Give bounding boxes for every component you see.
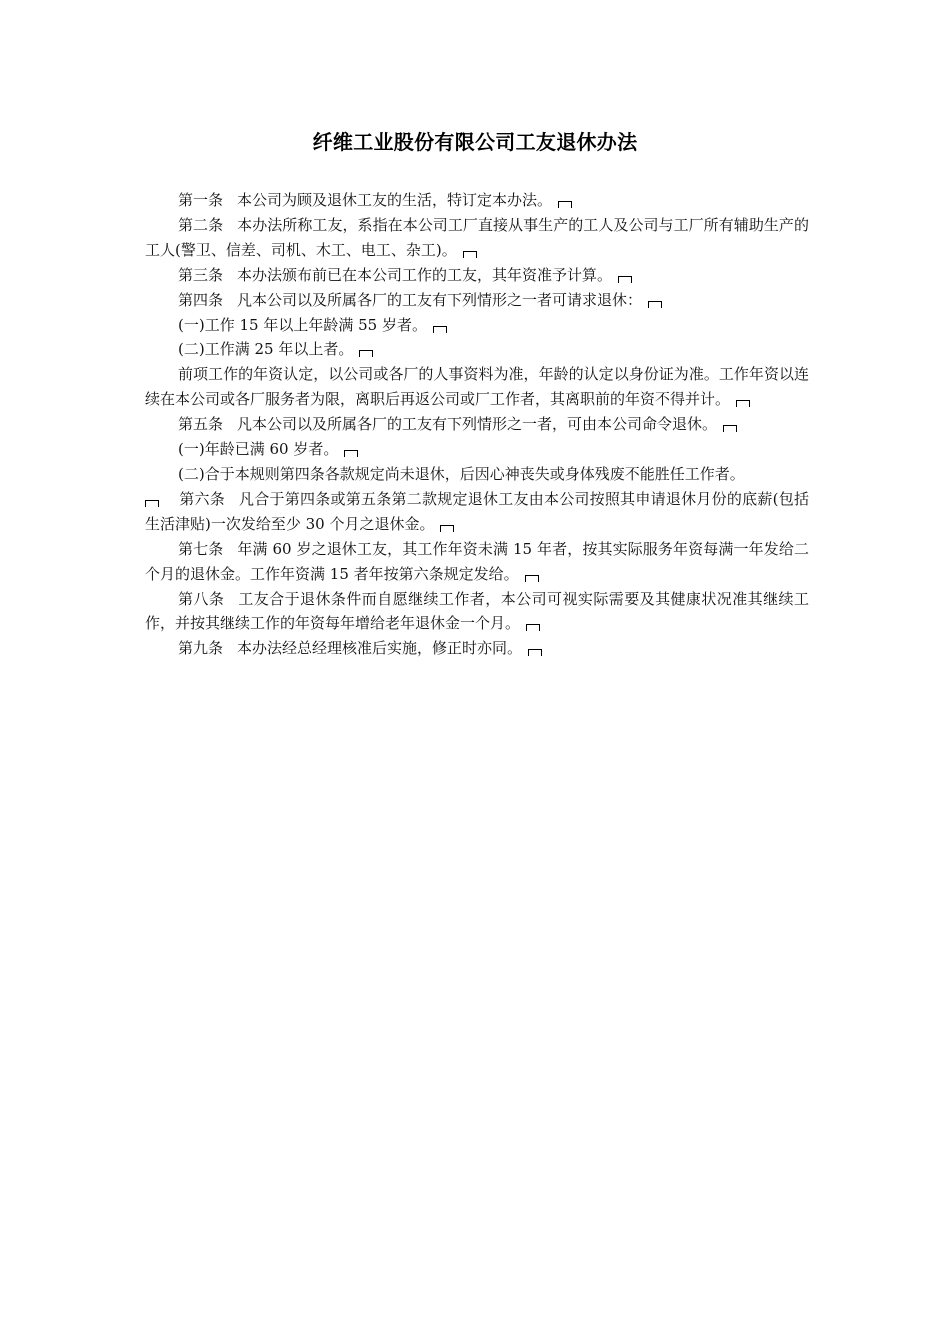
article-number: 第七条 [178,539,224,558]
item-text: (二)工作满 25 年以上者。 [178,340,354,359]
paragraph-mark-icon [736,400,750,407]
paragraph-mark-icon [648,301,662,308]
paragraph-mark-icon [723,425,737,432]
article-text: 工友合于退休条件而自愿继续工作者，本公司可视实际需要及其健康状况准其继续工作，并按其继续工作的年资每年增给老年退休金一个月。 [145,589,809,633]
document-body [145,188,809,661]
note-text: 前项工作的年资认定，以公司或各厂的人事资料为准，年龄的认定以身份证为准。工作年资以连续在本公司或各厂服务者为限，离职后再返公司或厂工作者，其离职前的年资不得并计。 [145,365,809,409]
article-text: 年满 60 岁之退休工友，其工作年资未满 15 年者，按其实际服务年资每满一年发给二个月的退休金。工作年资满 15 者年按第六条规定发给。 [145,539,809,583]
article-number: 第一条 [178,191,224,209]
paragraph-mark-icon [618,276,632,283]
article-text: 凡本公司以及所属各厂的工友有下列情形之一者可请求退休： [237,290,643,309]
article-text: 凡本公司以及所属各厂的工友有下列情形之一者，可由本公司命令退休。 [237,415,718,434]
paragraph-mark-icon [440,525,454,532]
article-5-item-2 [145,462,809,487]
article-number: 第六条 [179,489,225,508]
article-text: 本办法经总经理核准后实施，修正时亦同。 [237,639,523,658]
article-6 [145,487,809,537]
article-text: 本办法颁布前已在本公司工作的工友，其年资准予计算。 [237,265,613,284]
article-4 [145,288,809,313]
paragraph-mark-icon [558,201,572,208]
paragraph-mark-icon [525,575,539,582]
article-text: 本公司为顾及退休工友的生活，特订定本办法。 [237,191,553,209]
paragraph-mark-icon [526,624,540,631]
document-title: 纤维工业股份有限公司工友退休办法 [312,130,638,154]
article-5-item-1 [145,437,809,462]
article-4-item-2 [145,337,809,362]
paragraph-mark-icon [528,649,542,656]
item-text: (一)年龄已满 60 岁者。 [178,440,339,459]
article-4-note [145,362,809,412]
item-text: (二)合于本规则第四条各款规定尚未退休，后因心神丧失或身体残废不能胜任工作者。 [178,464,745,483]
article-2 [145,213,809,263]
paragraph-mark-icon [344,450,358,457]
article-text: 本办法所称工友，系指在本公司工厂直接从事生产的工人及公司与工厂所有辅助生产的工人(警卫、信差、司机、木工、电工、杂工)。 [145,215,809,259]
article-1 [145,188,809,213]
article-text: 凡合于第四条或第五条第二款规定退休工友由本公司按照其申请退休月份的底薪(包括生活津贴)一次发给至少 30 个月之退休金。 [145,489,809,533]
article-number: 第五条 [178,415,224,434]
article-8 [145,587,809,637]
article-number: 第八条 [178,589,225,608]
article-9 [145,636,809,661]
paragraph-mark-icon [433,326,447,333]
item-text: (一)工作 15 年以上年龄满 55 岁者。 [178,315,427,334]
article-number: 第二条 [178,215,224,234]
article-number: 第九条 [178,639,224,658]
paragraph-mark-icon [359,350,373,357]
paragraph-mark-icon [463,251,477,258]
paragraph-mark-icon [145,500,159,507]
article-number: 第四条 [178,290,224,309]
article-4-item-1 [145,313,809,338]
article-number: 第三条 [178,265,224,284]
article-7 [145,537,809,587]
article-3 [145,263,809,288]
article-5 [145,412,809,437]
